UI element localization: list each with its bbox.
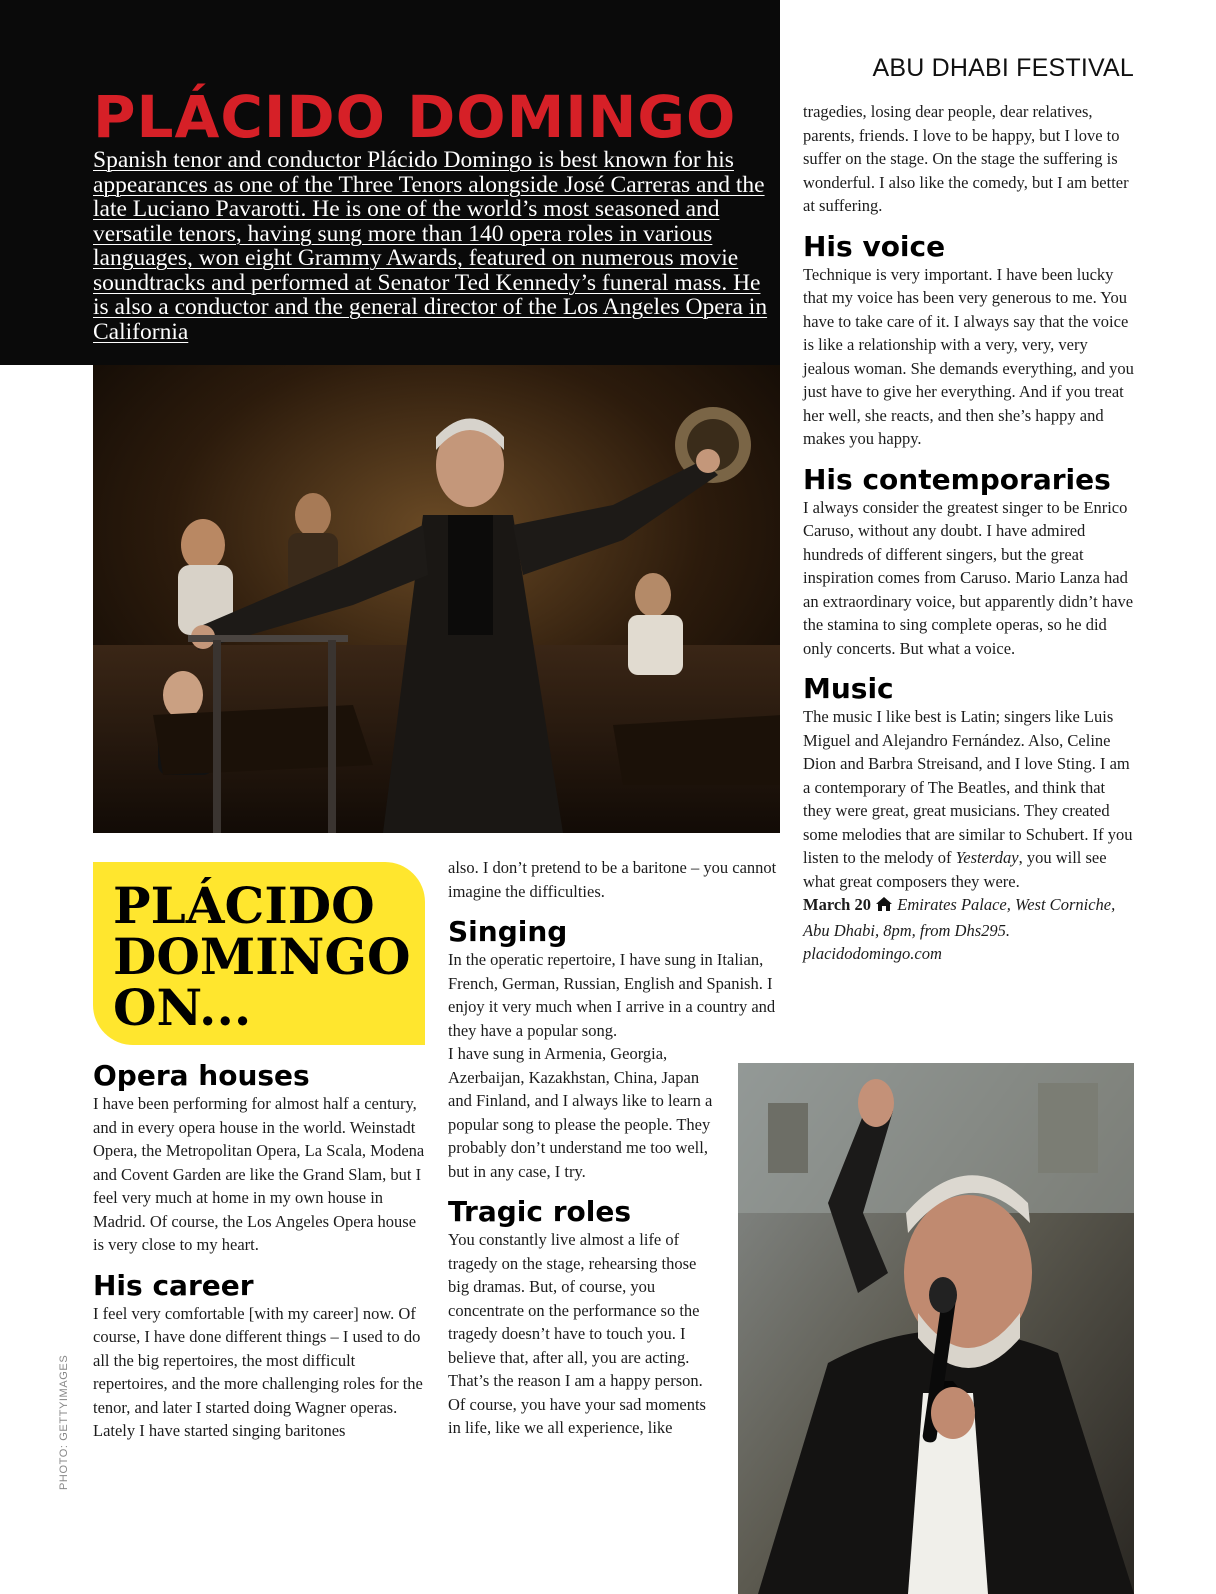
body-his-contemporaries: I always consider the greatest singer to be Enrico Caruso, without any doubt. I have admired hundreds of different singers, but the great inspiration comes from Caruso. Mario Lanza had an extraordinary voice, but apparently didn’t have the stamina to sing complete operas, so he did only concerts. But what a voice. <box>803 497 1134 658</box>
section-label: ABU DHABI FESTIVAL <box>872 54 1134 82</box>
body-tragic-roles: You constantly live almost a life of tragedy on the stage, rehearsing those big dramas. But, of course, you concentrate on the performance so the tragedy doesn’t have to touch you. I believe that, after all, you are acting. That’s the reason I am a happy person. Of course, you have your sad moments in life, like we all experience, like <box>448 1230 706 1437</box>
on-title-box <box>93 862 425 1045</box>
event-website: placidodomingo.com <box>803 944 942 963</box>
body-his-career: I feel very comfortable [with my career] now. Of course, I have done different things – I used to do all the big repertoires, the most difficult repertoires, and the more challenging roles for the tenor, and later I started doing Wagner operas. Lately I have started singing baritones <box>93 1303 423 1440</box>
body-singing-a: In the operatic repertoire, I have sung in Italian, French, German, Russian, English and Spanish. I enjoy it very much when I arrive in a country and they have a popular song. <box>448 950 776 1040</box>
heading-music: Music <box>803 672 894 705</box>
heading-singing: Singing <box>448 915 568 948</box>
body-music-after: , you will see what great composers they were. <box>803 848 1107 891</box>
article-title: PLÁCIDO DOMINGO <box>93 83 737 151</box>
column-right <box>803 100 1135 966</box>
body-his-voice: Technique is very important. I have been lucky that my voice has been very generous to me. You have to take care of it. I always say that the voice is like a relationship with a very, very, very jealous woman. She demands everything, and you just have to give her everything. And if you treat her well, she reacts, and then she’s happy and makes you happy. <box>803 264 1134 448</box>
intro-standfirst: Spanish tenor and conductor Plácido Domingo is best known for his appearances as one of the Three Tenors alongside José Carreras and the late Luciano Pavarotti. He is one of the world’s most seasoned and versatile tenors, having sung more than 140 opera roles in various languages, won eight Grammy Awards, featured on numerous movie soundtracks and performed at Senator Ted Kennedy’s funeral mass. He is also a conductor and the general director of the Los Angeles Opera in California <box>93 147 768 345</box>
photo-credit: PHOTO: GETTYIMAGES <box>58 1354 70 1490</box>
body-singing-b: I have sung in Armenia, Georgia, Azerbaijan, Kazakhstan, China, Japan and Finland, and I always like to learn a popular song to please the people. They probably don’t understand me too well, but in any case, I try. <box>448 1044 713 1181</box>
column-left <box>93 1060 428 1443</box>
body-music <box>803 705 1135 893</box>
column-middle <box>448 856 780 1440</box>
song-title: Yesterday <box>955 848 1019 867</box>
heading-opera-houses: Opera houses <box>93 1059 310 1092</box>
heading-his-contemporaries: His contemporaries <box>803 462 1111 496</box>
body-opera-houses: I have been performing for almost half a century, and in every opera house in the world. Weinstadt Opera, the Metropolitan Opera, La Scala, Modena and Covent Garden are like the Grand Slam, but I feel very much at home in my own house in Madrid. Of course, the Los Angeles Opera house is very close to my heart. <box>93 1094 425 1254</box>
photo-conductor-orchestra <box>93 365 780 833</box>
photo-singer-microphone <box>738 1063 1134 1594</box>
heading-his-voice: His voice <box>803 229 946 263</box>
heading-his-career: His career <box>93 1268 254 1302</box>
event-details: Emirates Palace, West Corniche, Abu Dhabi, 8pm, from Dhs295. <box>803 895 1116 940</box>
event-listing <box>803 893 1135 966</box>
heading-tragic-roles: Tragic roles <box>448 1195 632 1228</box>
on-title: PLÁCIDO DOMINGO ON... <box>113 876 411 1037</box>
house-icon <box>875 895 893 919</box>
body-tragic-roles-continued: tragedies, losing dear people, dear relatives, parents, friends. I love to be happy, but I love to suffer on the stage. On the stage the suffering is wonderful. I also like the comedy, but I am better at suffering. <box>803 102 1129 215</box>
body-his-career-continued: also. I don’t pretend to be a baritone – you cannot imagine the difficulties. <box>448 858 777 901</box>
body-music-before: The music I like best is Latin; singers like Luis Miguel and Alejandro Fernández. Also, Celine Dion and Barbra Streisand, and I love Sting. I am a contemporary of The Beatles, and think that they were great, great musicians. They created some melodies that are similar to Schubert. If you listen to the melody of <box>803 707 1133 867</box>
event-date: March 20 <box>803 895 871 914</box>
